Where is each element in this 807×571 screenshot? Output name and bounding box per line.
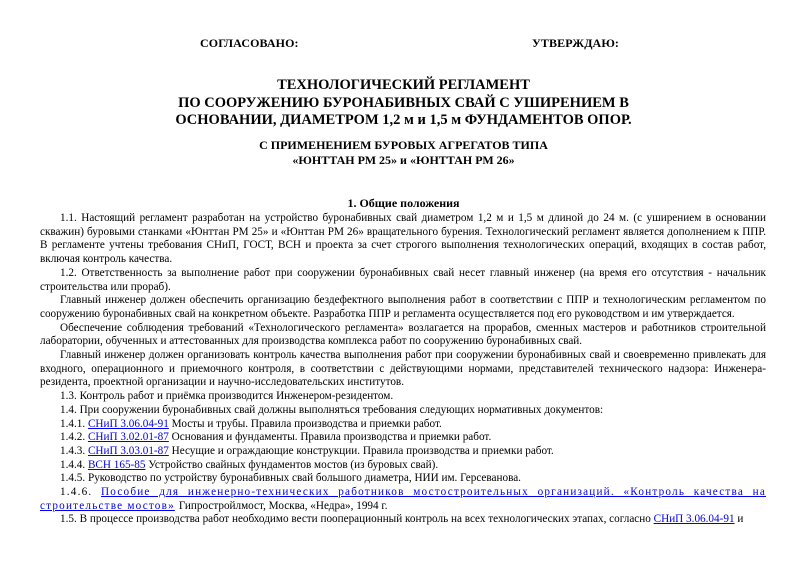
document-subtitle xyxy=(0,138,807,168)
item-number: 1.4.1. xyxy=(60,417,86,430)
snip-3-06-04-91-link[interactable]: СНиП 3.06.04-91 xyxy=(87,417,169,430)
item-number: 1.4.4. xyxy=(60,458,86,471)
list-item-1-4-1 xyxy=(40,418,766,432)
item-number: 1.4.2. xyxy=(60,431,86,444)
item-number: 1.4.6. xyxy=(60,486,93,499)
list-item-1-4-2 xyxy=(40,431,766,445)
document-body xyxy=(40,212,766,527)
quality-control-manual-link[interactable]: Пособие для инженерно-технических работников мостостроительных организаций. «Контроль качества на строительстве мостов» xyxy=(40,486,766,512)
item-text: Гипростройлмост, Москва, «Недра», 1994 г. xyxy=(178,499,388,512)
item-number: 1.4.3. xyxy=(60,444,86,457)
paragraph-1-4: 1.4. При сооружении буронабивных свай должны выполняться требования следующих нормативных документов: xyxy=(60,403,604,416)
item-text: Несущие и ограждающие конструкции. Правила производства и приемки работ. xyxy=(171,444,554,457)
list-item-1-4-6 xyxy=(40,486,766,513)
title-line-3: ОСНОВАНИИ, ДИАМЕТРОМ 1,2 м и 1,5 м ФУНДАМЕНТОВ ОПОР. xyxy=(175,112,632,128)
list-item-1-4-3 xyxy=(40,445,766,459)
paragraph-1-5 xyxy=(40,513,766,527)
snip-3-06-04-91-link-2[interactable]: СНиП 3.06.04-91 xyxy=(653,513,735,526)
item-text: Устройство свайных фундаментов мостов (из буровых свай). xyxy=(148,458,439,471)
section-heading: 1. Общие положения xyxy=(347,196,460,210)
subtitle-line-1: С ПРИМЕНЕНИЕМ БУРОВЫХ АГРЕГАТОВ ТИПА xyxy=(259,138,548,152)
snip-3-03-01-87-link[interactable]: СНиП 3.03.01-87 xyxy=(87,444,169,457)
title-line-1: ТЕХНОЛОГИЧЕСКИЙ РЕГЛАМЕНТ xyxy=(277,77,530,93)
list-item-1-4-5: 1.4.5. Руководство по устройству буронабивных свай большого диаметра, НИИ им. Герсеванова. xyxy=(60,472,521,485)
snip-3-02-01-87-link[interactable]: СНиП 3.02.01-87 xyxy=(87,431,169,444)
vsn-165-85-link[interactable]: ВСН 165-85 xyxy=(87,458,146,471)
document-title xyxy=(0,77,807,130)
subtitle-line-2: «ЮНТТАН РМ 25» и «ЮНТТАН РМ 26» xyxy=(292,153,515,167)
paragraph-compliance: Обеспечение соблюдения требований «Технологического регламента» возлагается на прорабов, сменных мастеров и работников строительной лаборатории, обученных и аттестованных для производства комплекса работ по сооружению буронабивных свай. xyxy=(40,321,766,348)
approval-approved-label: УТВЕРЖДАЮ: xyxy=(532,36,620,50)
paragraph-quality-control: Главный инженер должен организовать контроль качества выполнения работ при сооружении буронабивных свай и своевременно привлекать для входного, операционного и приемочного контроля, в соответствии с действующими нормами, представителей технического надзора: Инженера-резидента, проектной организации и научно-исследовательских институтов. xyxy=(40,349,766,389)
approval-agreed-label: СОГЛАСОВАНО: xyxy=(200,36,299,50)
item-text: Основания и фундаменты. Правила производства и приемки работ. xyxy=(171,431,492,444)
paragraph-tail: и xyxy=(737,513,744,526)
paragraph-1-1: 1.1. Настоящий регламент разработан на устройство буронабивных свай диаметром 1,2 м и 1,5 м длиной до 24 м. (с уширением в основании скважин) буровыми станками «Юнттан РМ 25» и «Юнттан РМ 26» вращательного бурения. Технологический регламент является дополнением к ППР. В регламенте учтены требования СНиП, ГОСТ, ВСН и проекта за счет строгого выполнения технологических операций, входящих в состав работ, включая контроль качества. xyxy=(40,212,766,266)
paragraph-chief-engineer: Главный инженер должен обеспечить организацию бездефектного выполнения работ в соответствии с ППР и технологическим регламентом по сооружению буронабивных свай на конкретном объекте. Разработка ППР и регламента осуществляется под его руководством и им утверждается. xyxy=(40,294,766,320)
title-line-2: ПО СООРУЖЕНИЮ БУРОНАБИВНЫХ СВАЙ С УШИРЕНИЕМ В xyxy=(178,94,629,111)
paragraph-1-3: 1.3. Контроль работ и приёмка производится Инженером-резидентом. xyxy=(60,390,394,403)
paragraph-1-2: 1.2. Ответственность за выполнение работ при сооружении буронабивных свай несет главный инженер (на время его отсутствия - начальник строительства или прораб). xyxy=(40,266,766,293)
item-text: Мосты и трубы. Правила производства и приемки работ. xyxy=(171,417,442,430)
paragraph-text: 1.5. В процессе производства работ необходимо вести пооперационный контроль на всех технологических этапах, согласно xyxy=(60,513,651,526)
list-item-1-4-4 xyxy=(40,459,766,473)
